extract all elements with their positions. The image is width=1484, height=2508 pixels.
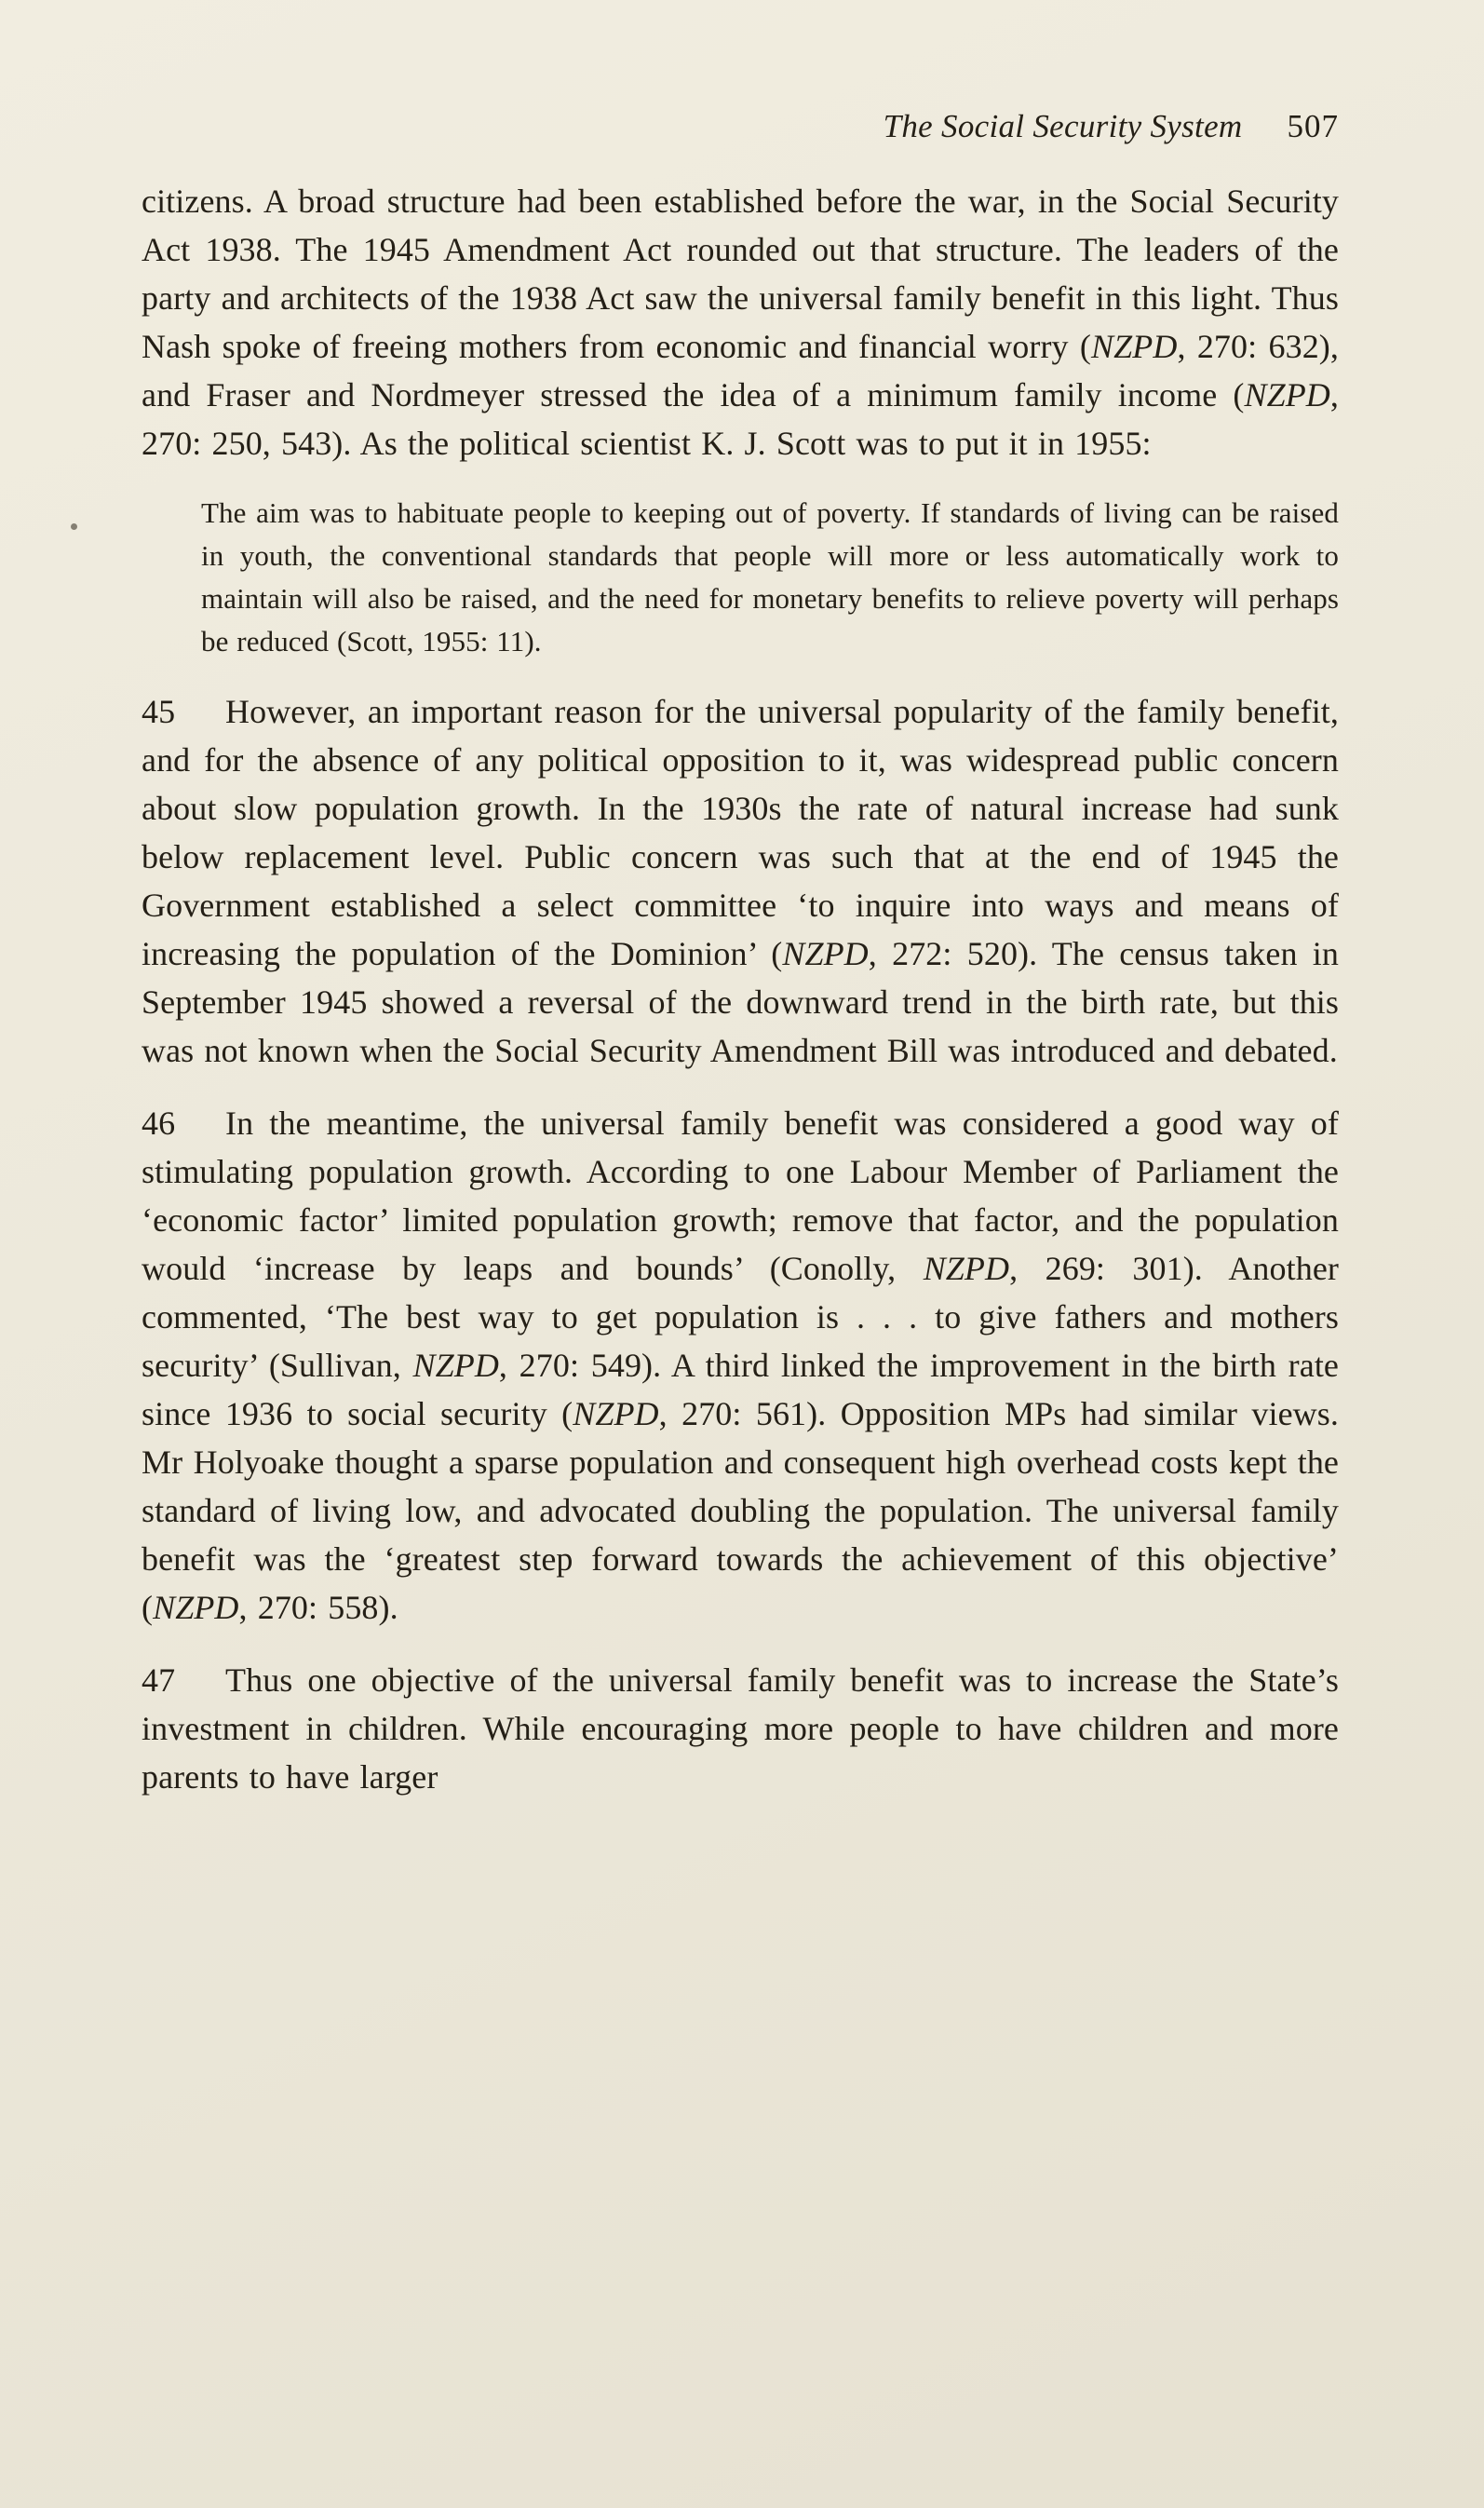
paragraph [142, 1656, 1339, 1801]
page-header [142, 108, 1339, 145]
italic-text: NZPD [782, 935, 869, 972]
text-run: , 270: 250, 543). As the political scientist K. J. Scott was to put it in 1955: [142, 376, 1339, 462]
paragraph [142, 1099, 1339, 1632]
paragraph [142, 177, 1339, 468]
paragraph-number: 46 [142, 1105, 176, 1142]
text-run: The aim was to habituate people to keeping out of poverty. If standards of living can be raised in youth, the conventional standards that people will more or less automatically work to maintain will also be raised, and the need for monetary benefits to relieve poverty will perhaps be reduced (Scott, 1955: 11). [201, 496, 1339, 658]
text-run: , 272: 520). The census taken in September 1945 showed a reversal of the downward trend in the birth rate, but this was not known when the Social Security Amendment Bill was introduced and debated. [142, 935, 1339, 1069]
italic-text: NZPD [573, 1395, 659, 1432]
paragraph-number: 47 [142, 1661, 176, 1699]
text-run: , 270: 561). Opposition MPs had similar views. Mr Holyoake thought a sparse population and consequent high overhead costs kept the standard of living low, and advocated doubling the population. The universal family benefit was the ‘greatest step forward towards the achievement of this objective’ ( [142, 1395, 1339, 1626]
text-run: , 270: 632), and Fraser and Nordmeyer stressed the idea of a minimum family income ( [142, 328, 1339, 413]
text-run: However, an important reason for the universal popularity of the family benefit, and for the absence of any political opposition to it, was widespread public concern about slow population growth. In the 1930s the rate of natural increase had sunk below replacement level. Public concern was such that at the end of 1945 the Government established a select committee ‘to inquire into ways and means of increasing the population of the Dominion’ ( [142, 693, 1339, 972]
text-run: Thus one objective of the universal family benefit was to increase the State’s investment in children. While encouraging more people to have children and more parents to have larger [142, 1661, 1339, 1796]
text-run: , 269: 301). Another commented, ‘The best way to get population is . . . to give fathers and mothers security’ (Sullivan, [142, 1250, 1339, 1384]
scan-speck [71, 523, 77, 530]
running-title: The Social Security System [883, 108, 1243, 144]
page-number: 507 [1287, 108, 1339, 144]
paragraph-number: 45 [142, 693, 176, 730]
text-column [142, 177, 1339, 1801]
text-run: , 270: 558). [238, 1589, 398, 1626]
paragraph [142, 687, 1339, 1075]
italic-text: NZPD [412, 1347, 499, 1384]
text-run: , 270: 549). A third linked the improvement in the birth rate since 1936 to social security ( [142, 1347, 1340, 1432]
italic-text: NZPD [1091, 328, 1178, 365]
italic-text: NZPD [1244, 376, 1330, 413]
italic-text: NZPD [153, 1589, 239, 1626]
block-quote [142, 492, 1339, 663]
text-run: In the meantime, the universal family benefit was considered a good way of stimulating population growth. According to one Labour Member of Parliament the ‘economic factor’ limited population growth; remove that factor, and the population would ‘increase by leaps and bounds’ (Conolly, [142, 1105, 1339, 1287]
italic-text: NZPD [923, 1250, 1010, 1287]
text-run: citizens. A broad structure had been established before the war, in the Social Security Act 1938. The 1945 Amendment Act rounded out that structure. The leaders of the party and architects of the 1938 Act saw the universal family benefit in this light. Thus Nash spoke of freeing mothers from economic and financial worry ( [142, 183, 1339, 365]
